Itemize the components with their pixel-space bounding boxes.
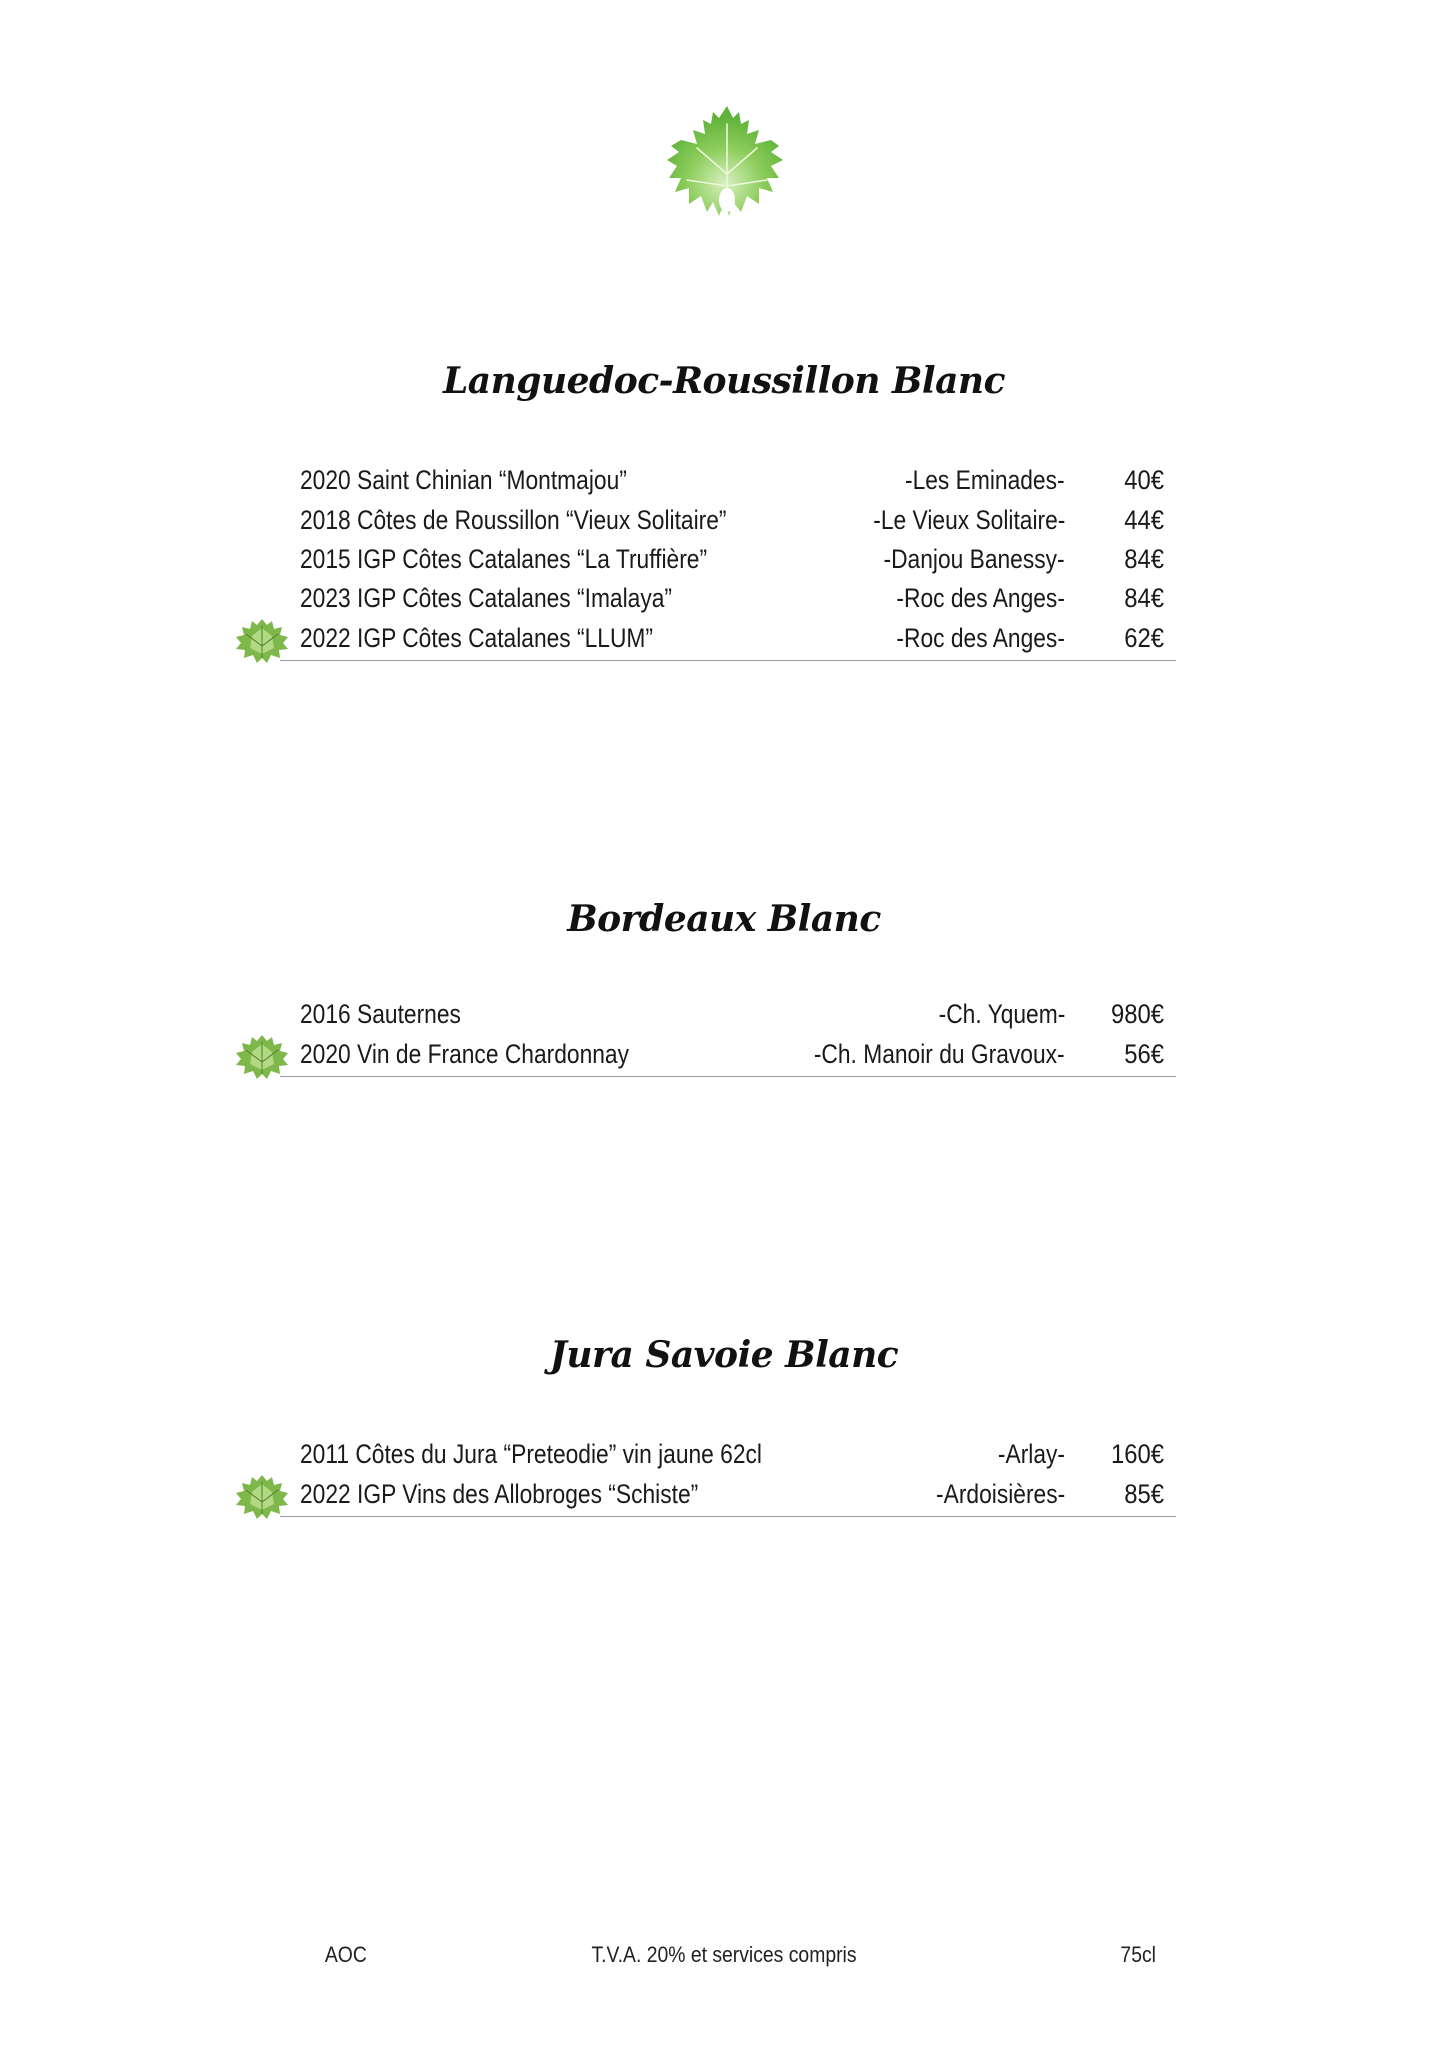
wine-price: 40€ bbox=[1124, 465, 1164, 495]
wine-row bbox=[300, 460, 1164, 500]
wine-price: 44€ bbox=[1124, 505, 1164, 535]
section-rule bbox=[280, 1076, 1176, 1077]
wine-producer: -Ch. Manoir du Gravoux- bbox=[814, 1039, 1065, 1069]
wine-price: 56€ bbox=[1124, 1039, 1164, 1069]
wine-row bbox=[300, 539, 1164, 579]
footer-aoc-label: AOC bbox=[324, 1942, 367, 1967]
wine-name: 2015 IGP Côtes Catalanes “La Truffière” bbox=[300, 544, 708, 574]
grape-leaf-icon bbox=[234, 616, 290, 666]
wine-price: 62€ bbox=[1124, 623, 1164, 653]
wine-name: 2020 Vin de France Chardonnay bbox=[300, 1039, 630, 1069]
wine-name: 2011 Côtes du Jura “Preteodie” vin jaune 62cl bbox=[300, 1439, 762, 1469]
grape-leaf-icon bbox=[234, 1472, 290, 1522]
wine-name: 2016 Sauternes bbox=[300, 999, 461, 1029]
wine-producer: -Arlay- bbox=[997, 1439, 1065, 1469]
footer-bottle-size: 75cl bbox=[1120, 1942, 1156, 1967]
section-rule bbox=[280, 660, 1176, 661]
grape-leaf-icon bbox=[234, 1032, 290, 1082]
wine-price: 980€ bbox=[1110, 999, 1164, 1029]
footer-tax-note: T.V.A. 20% et services compris bbox=[591, 1942, 857, 1967]
wine-producer: -Ardoisières- bbox=[935, 1479, 1065, 1509]
wine-row bbox=[300, 578, 1164, 618]
wine-row bbox=[300, 618, 1164, 658]
wine-price: 160€ bbox=[1110, 1439, 1164, 1469]
wine-producer: -Danjou Banessy- bbox=[883, 544, 1065, 574]
section-title: Languedoc-Roussillon Blanc bbox=[442, 360, 1005, 402]
wine-row bbox=[300, 1034, 1164, 1074]
section-title: Jura Savoie Blanc bbox=[549, 1334, 899, 1376]
wine-name: 2022 IGP Vins des Allobroges “Schiste” bbox=[300, 1479, 699, 1509]
wine-producer: -Ch. Yquem- bbox=[938, 999, 1065, 1029]
section-rule bbox=[280, 1516, 1176, 1517]
wine-row bbox=[300, 1474, 1164, 1514]
wine-producer: -Le Vieux Solitaire- bbox=[872, 505, 1065, 535]
wine-name: 2022 IGP Côtes Catalanes “LLUM” bbox=[300, 623, 654, 653]
wine-producer: -Roc des Anges- bbox=[896, 623, 1065, 653]
wine-price: 84€ bbox=[1124, 583, 1164, 613]
wine-row bbox=[300, 500, 1164, 540]
wine-row bbox=[300, 1434, 1164, 1474]
wine-name: 2018 Côtes de Roussillon “Vieux Solitaire” bbox=[300, 505, 727, 535]
wine-name: 2020 Saint Chinian “Montmajou” bbox=[300, 465, 627, 495]
wine-producer: -Les Eminades- bbox=[905, 465, 1065, 495]
wine-producer: -Roc des Anges- bbox=[896, 583, 1065, 613]
wine-price: 84€ bbox=[1124, 544, 1164, 574]
wine-name: 2023 IGP Côtes Catalanes “Imalaya” bbox=[300, 583, 673, 613]
section-title: Bordeaux Blanc bbox=[567, 898, 881, 940]
wine-row bbox=[300, 994, 1164, 1034]
grape-leaf-icon bbox=[666, 104, 788, 228]
wine-price: 85€ bbox=[1124, 1479, 1164, 1509]
